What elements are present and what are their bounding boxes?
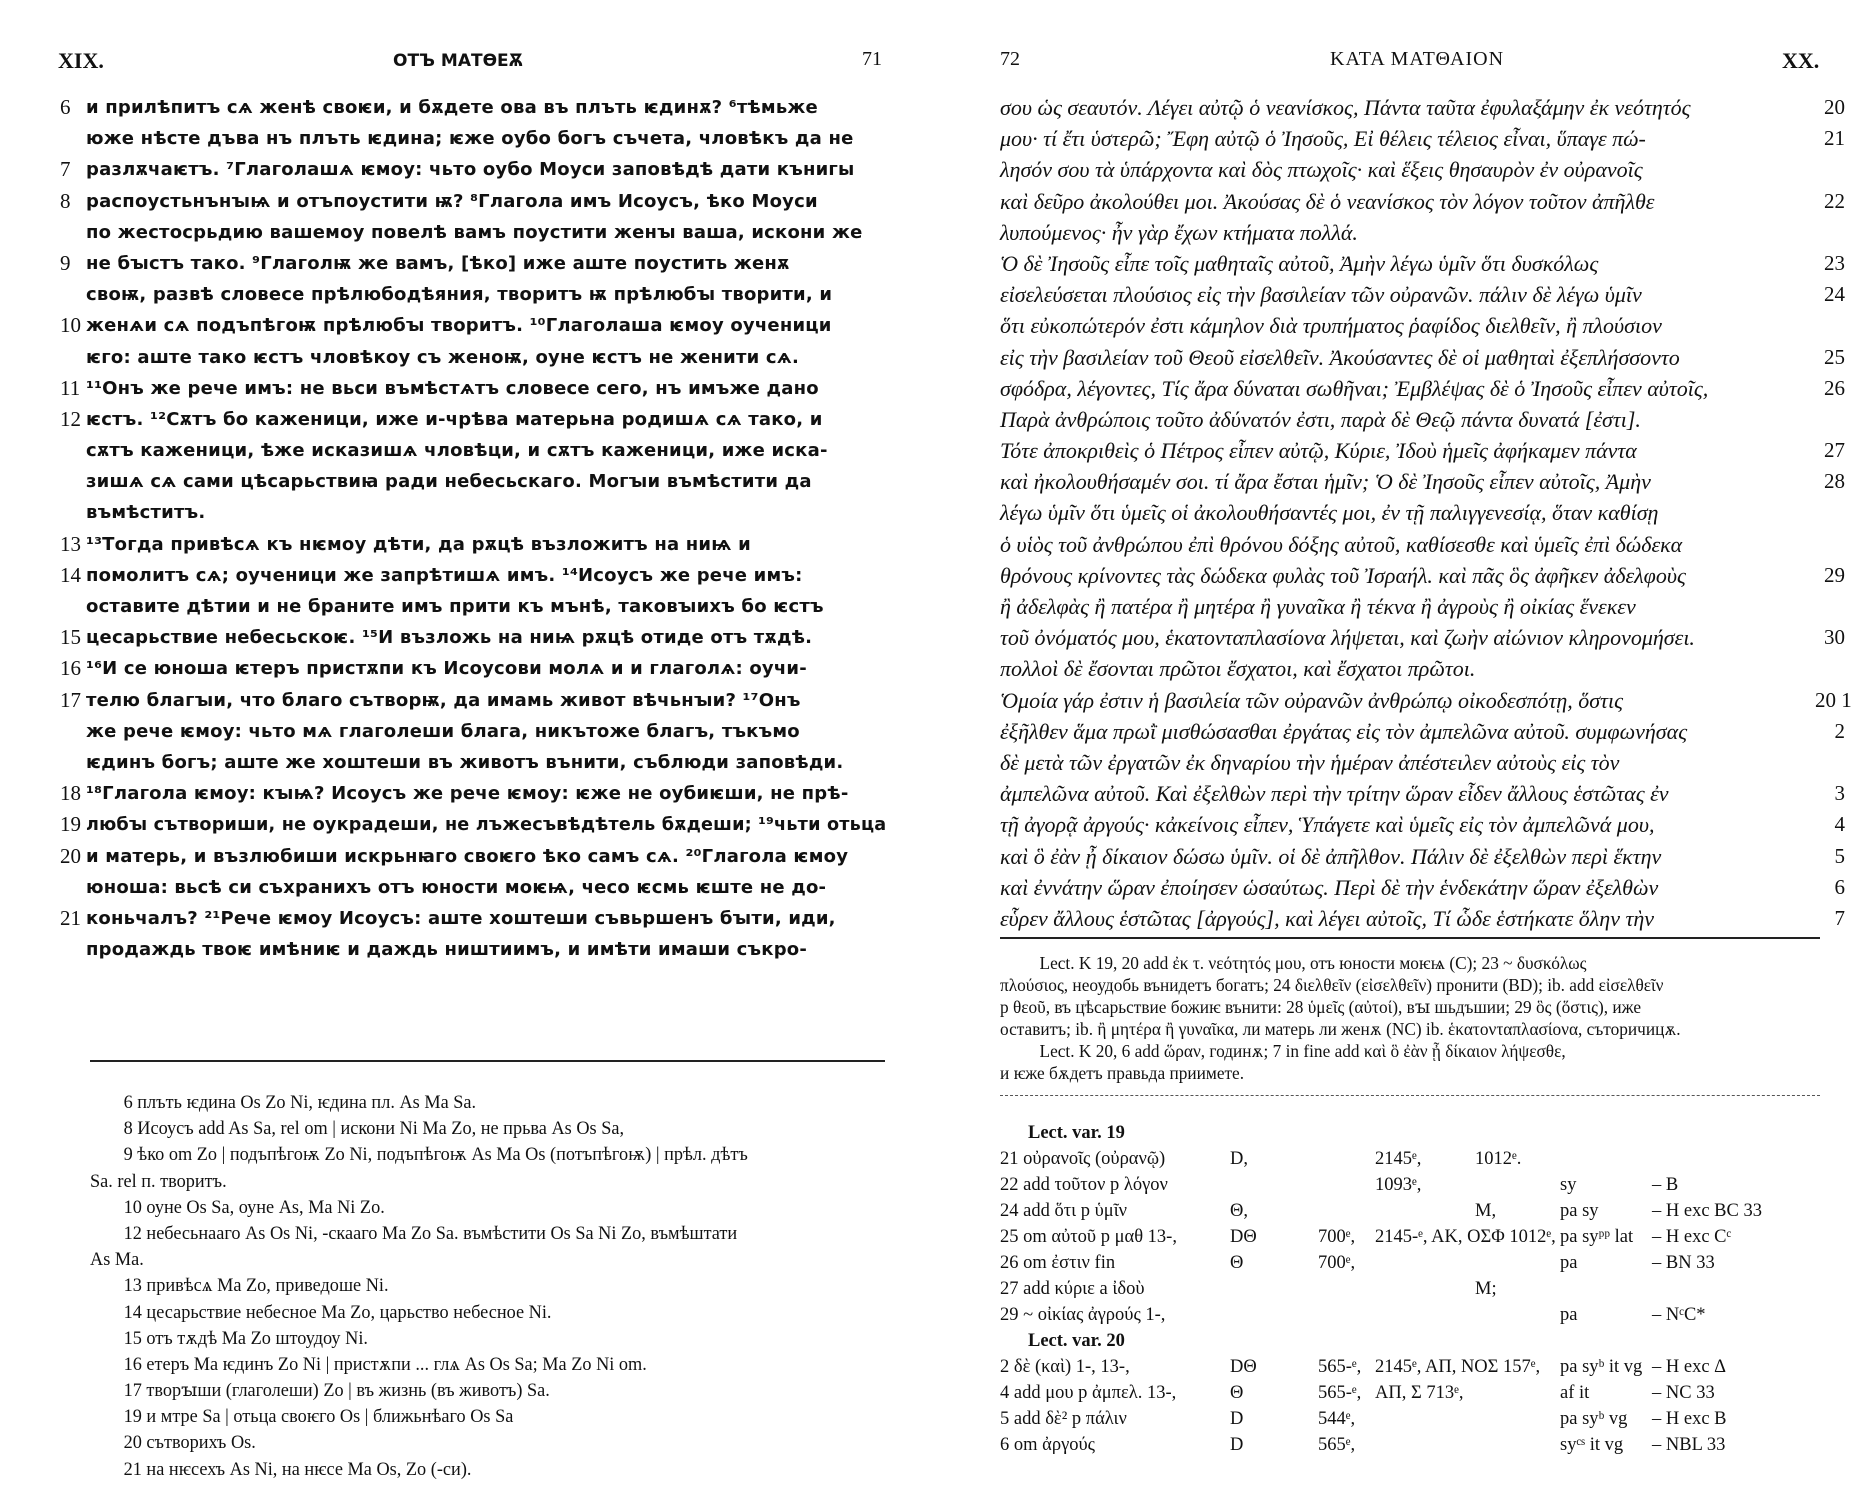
variant-ms: Θ, — [1230, 1201, 1248, 1221]
variant-minus: 565ᵉ, — [1318, 1435, 1356, 1455]
text-line — [60, 92, 890, 123]
apparatus-entry: 8 Исоусъ add As Sa, rel om | искони Ni Ma Zo, не прьва As Os Sa, — [123, 1119, 625, 1140]
variant-row — [1000, 1198, 1840, 1224]
line-text: телю благꙑи, что благо сътворѭ, да имамь живот вѣчьнꙑи? ¹⁷Онъ — [86, 689, 801, 711]
verse-number: 3 — [1834, 781, 1845, 806]
text-line — [60, 342, 890, 373]
text-line — [1000, 716, 1845, 747]
text-line — [60, 529, 890, 560]
verse-number: 12 — [60, 406, 81, 431]
apparatus-entry: 9 ѣко om Zo | подъпѣгоѭ Zo Ni, подъпѣгоѭ As Ma Os (потъпѣгоѭ) | прѣл. дѣтъ — [123, 1145, 748, 1166]
lectionary-note: и ѥже бѫдетъ правьда приимете. — [1000, 1063, 1245, 1083]
variant-ver: pa sy — [1560, 1201, 1599, 1221]
line-text: оставите дѣтии и не браните имъ прити къ мънѣ, таковꙑихъ бо ѥстъ — [86, 596, 824, 617]
text-line — [60, 685, 890, 716]
variant-row — [1000, 1380, 1840, 1406]
text-line — [60, 841, 890, 872]
variant-fam: AΠ, Σ 713ᵉ, — [1375, 1383, 1464, 1403]
verse-number: 24 — [1824, 282, 1845, 307]
variant-ver: pa syᵇ vg — [1560, 1409, 1628, 1429]
text-line — [60, 279, 890, 310]
text-line — [1000, 653, 1845, 684]
variant-minus: 700ᵉ, — [1318, 1253, 1356, 1273]
text-line — [1000, 497, 1845, 528]
lectionary-notes — [1000, 952, 1840, 1084]
variant-witness: – B — [1652, 1175, 1679, 1195]
text-line — [1000, 404, 1845, 435]
variant-ref: 5 add δὲ² p πάλιν — [1000, 1409, 1127, 1429]
verse-number: 2 — [1834, 718, 1845, 743]
text-line — [60, 248, 890, 279]
text-line — [1000, 560, 1845, 591]
variant-row — [1000, 1276, 1840, 1302]
text-line — [1000, 342, 1845, 373]
line-text: μου· τί ἔτι ὑστερῶ; Ἔφη αὐτῷ ὁ Ἰησοῦς, Εἰ θέλεις τέλειος εἶναι, ὕπαγε πώ- — [1000, 126, 1646, 152]
right-page-number: 72 — [1000, 48, 1020, 70]
variant-ver: syᶜˢ it vg — [1560, 1435, 1624, 1455]
variant-ref: 6 om ἀργούς — [1000, 1435, 1095, 1455]
apparatus-entry: 21 на нѥсехъ As Ni, на нѥсе Ma Os, Zo (-си). — [123, 1459, 472, 1480]
variant-witness: – NC 33 — [1652, 1383, 1715, 1403]
verse-number: 22 — [1824, 188, 1845, 213]
apparatus-entry: 12 небесьнааго As Os Ni, -скааго Ma Zo Sa. въмѣстити Os Sa Ni Zo, въмѣштати — [123, 1223, 738, 1244]
variant-ref: 26 om ἐστιν fin — [1000, 1253, 1116, 1273]
right-running-head — [1000, 48, 1840, 78]
line-text: любꙑ сътвориши, не оукрадеши, не лъжесъвѣдѣтель бѫдеши; ¹⁹чьти отьца — [86, 814, 887, 836]
verse-number: 28 — [1824, 469, 1845, 494]
line-text: εἰσελεύσεται πλούσιος εἰς τὴν βασιλείαν τῶν οὐρανῶν. πάλιν δὲ λέγω ὑμῖν — [1000, 282, 1642, 308]
apparatus-entry: 20 сътворихъ Os. — [123, 1433, 256, 1454]
text-line — [60, 404, 890, 435]
verse-number: 9 — [60, 250, 71, 275]
text-line — [1000, 872, 1845, 903]
verse-number: 13 — [60, 531, 81, 556]
apparatus-entry: 14 цесарьствие небесное Ma Zo, царьство небесное Ni. — [123, 1302, 552, 1323]
variant-ms: Θ — [1230, 1383, 1244, 1403]
verse-number: 20 — [60, 843, 81, 868]
variant-ref: 29 ~ οἰκίας ἀγρούς 1-, — [1000, 1305, 1166, 1325]
text-line — [60, 560, 890, 591]
lectionary-note: Lect. K 20, 6 add ὥραν, годинѫ; 7 in fine add καὶ ὃ ἐὰν ᾖ δίκαιον λήψεσθε, — [1039, 1041, 1566, 1061]
greek-text-block — [1000, 92, 1852, 934]
variant-fam: 2145ᵉ, AΠ, ΝΟΣ 157ᵉ, — [1375, 1357, 1541, 1377]
variant-ms: D — [1230, 1409, 1244, 1429]
line-text: σου ὡς σεαυτόν. Λέγει αὐτῷ ὁ νεανίσκος, Πάντα ταῦτα ἐφυλαξάμην ἐκ νεότητός — [1000, 95, 1691, 120]
line-text: въмѣститъ. — [86, 502, 206, 524]
verse-number: 26 — [1824, 375, 1845, 400]
verse-number: 27 — [1824, 438, 1845, 463]
line-text: зишѧ сѧ сами цѣсарьствиꙗ ради небесьскаго. Могꙑи въмѣстити да — [86, 471, 812, 493]
text-line — [1000, 310, 1845, 341]
variant-witness: – NBL 33 — [1652, 1435, 1726, 1455]
variant-witness: – H exc BC 33 — [1652, 1201, 1762, 1221]
line-text: ἐξῆλθεν ἅμα πρωῒ μισθώσασθαι ἐργάτας εἰς τὸν ἀμπελῶνα αὐτοῦ. συμφωνήσας — [1000, 718, 1688, 744]
line-text: ѥго: аште тако ѥстъ чловѣкоу съ женоѭ, оуне ѥстъ не женити сѧ. — [86, 346, 799, 368]
verse-number: 20 1 — [1815, 687, 1852, 712]
apparatus-entry: 15 отъ тѫдѣ Ma Zo штоудоу Ni. — [123, 1328, 368, 1349]
left-footnote-divider — [90, 1060, 885, 1062]
text-line — [1000, 778, 1845, 809]
right-chapter-number: XX. — [1782, 48, 1820, 73]
variant-witness: – BN 33 — [1652, 1253, 1715, 1273]
text-line — [1000, 903, 1845, 934]
text-line — [60, 653, 890, 684]
right-footnote-divider — [1000, 937, 1820, 939]
variant-heading-19: Lect. var. 19 — [1028, 1123, 1125, 1143]
variant-ref: 4 add μου p ἀμπελ. 13-, — [1000, 1383, 1177, 1403]
line-text: λυπούμενος· ἦν γὰρ ἔχων κτήματα πολλά. — [1000, 219, 1358, 245]
text-line — [1000, 92, 1845, 123]
text-line — [1000, 217, 1845, 248]
variant-ver: pa syᵖᵖ lat — [1560, 1227, 1634, 1247]
left-page-number: 71 — [862, 48, 882, 70]
text-line — [60, 217, 890, 248]
text-line — [1000, 279, 1845, 310]
line-text: и матерь, и възлюбиши искрьнꙗго своѥго ѣко самъ сѧ. ²⁰Глагола ѥмоу — [86, 845, 849, 867]
text-line — [60, 435, 890, 466]
variant-ms: DΘ — [1230, 1227, 1257, 1247]
variant-ref: 27 add κύριε a ἰδοὺ — [1000, 1279, 1145, 1299]
verse-number: 17 — [60, 687, 81, 712]
line-text: ¹³Тогда привѣсѧ къ нѥмоу дѣти, да рѫцѣ възложитъ на ниѩ и — [86, 533, 751, 555]
left-running-head — [58, 48, 882, 78]
line-text: разлѫчаѥтъ. ⁷Глаголашѧ ѥмоу: чьто оубо Моуси заповѣдѣ дати кънигы — [86, 159, 855, 181]
text-line — [1000, 591, 1845, 622]
line-text: καὶ ἠκολουθήσαμέν σοι. τί ἄρα ἔσται ἡμῖν; Ὁ δὲ Ἰησοῦς εἶπεν αὐτοῖς, Ἀμὴν — [1000, 469, 1651, 495]
verse-number: 10 — [60, 313, 81, 338]
line-text: καὶ ἐννάτην ὥραν ἐποίησεν ὡσαύτως. Περὶ δὲ τὴν ἑνδεκάτην ὥραν ἐξελθὼν — [1000, 874, 1659, 900]
verse-number: 16 — [60, 656, 81, 681]
line-text: πολλοὶ δὲ ἔσονται πρῶτοι ἔσχατοι, καὶ ἔσχατοι πρῶτοι. — [1000, 656, 1476, 682]
variant-ref: 24 add ὅτι p ὑμῖν — [1000, 1201, 1128, 1221]
variant-witness: – H exc Cᶜ — [1652, 1227, 1732, 1247]
text-line — [60, 622, 890, 653]
verse-number: 21 — [1824, 126, 1845, 151]
line-text: Ὁ δὲ Ἰησοῦς εἶπε τοῖς μαθηταῖς αὐτοῦ, Ἀμὴν λέγω ὑμῖν ὅτι δυσκόλως — [1000, 250, 1599, 276]
verse-number: 6 — [1834, 874, 1845, 899]
variant-row — [1000, 1146, 1840, 1172]
text-line — [60, 872, 890, 903]
apparatus-entry: 19 и мтре Sa | отьца своѥго Os | ближьнѣаго Os Sa — [123, 1407, 514, 1428]
text-line — [60, 497, 890, 528]
line-text: θρόνους κρίνοντες τὰς δώδεκα φυλὰς τοῦ Ἰσραήλ. καὶ πᾶς ὃς ἀφῆκεν ἀδελφοὺς — [1000, 562, 1686, 588]
text-line — [1000, 529, 1845, 560]
line-text: женѧи сѧ подъпѣгоѭ прѣлюбꙑ творитъ. ¹⁰Глаголаша ѥмоу оученици — [86, 315, 832, 337]
right-page-title: ΚΑΤΑ ΜΑΤΘΑΙΟΝ — [1330, 48, 1505, 70]
verse-number: 15 — [60, 625, 81, 650]
variant-row — [1000, 1354, 1840, 1380]
line-text: καὶ ὃ ἐὰν ᾖ δίκαιον δώσω ὑμῖν. οἱ δὲ ἀπῆλθον. Πάλιν δὲ ἐξελθὼν περὶ ἕκτην — [1000, 843, 1662, 869]
text-line — [1000, 747, 1845, 778]
line-text: юноша: вьсѣ си съхранихъ отъ юности моѥѩ, чесо ѥсмь ѥште не до- — [86, 876, 827, 898]
verse-number: 6 — [60, 95, 71, 119]
apparatus-entry: As Ma. — [90, 1250, 144, 1271]
variant-minus: 565-ᵉ, — [1318, 1383, 1362, 1403]
text-line — [60, 154, 890, 185]
line-text: цесарьствие небесьскоѥ. ¹⁵И възложь на ниѩ рѫцѣ отиде отъ тѫдѣ. — [86, 627, 813, 649]
text-line — [1000, 123, 1845, 154]
variant-row — [1000, 1172, 1840, 1198]
variant-ms: D, — [1230, 1149, 1248, 1169]
line-text: помолитъ сѧ; оученици же запрѣтишѧ имъ. ¹⁴Исоусъ же рече имъ: — [86, 564, 803, 586]
line-text: же рече ѥмоу: чьто мѧ глаголеши блага, никътоже благъ, тъкъмо — [86, 720, 800, 742]
apparatus-entry: Sa. rel п. творитъ. — [90, 1171, 227, 1192]
slavonic-text-block — [60, 92, 890, 965]
verse-number: 21 — [60, 905, 81, 930]
left-chapter-number: XIX. — [58, 48, 104, 73]
text-line — [60, 716, 890, 747]
line-text: εὗρεν ἄλλους ἑστῶτας [ἀργούς], καὶ λέγει αὐτοῖς, Τί ὧδε ἑστήκατε ὅλην τὴν — [1000, 905, 1655, 931]
verse-number: 7 — [60, 157, 71, 182]
variant-ver: pa — [1560, 1305, 1578, 1325]
text-line — [1000, 435, 1845, 466]
variant-ms: Θ — [1230, 1253, 1244, 1273]
variant-fam: 2145-ᵉ, AK, ΟΣΦ 1012ᵉ, — [1375, 1227, 1556, 1247]
apparatus-entry: 13 привѣсѧ Ma Zo, приведоше Ni. — [123, 1276, 389, 1297]
line-text: сѫтъ каженици, ѣже исказишѧ чловѣци, и сѫтъ каженици, иже иска- — [86, 440, 828, 462]
variant-fam: 2145ᵉ, — [1375, 1149, 1422, 1169]
line-text: ¹¹Онъ же рече имъ: не вьси въмѣстѧтъ словесе сего, нъ имъже дано — [86, 377, 819, 399]
line-text: ἀμπελῶνα αὐτοῦ. Καὶ ἐξελθὼν περὶ τὴν τρίτην ὥραν εἶδεν ἄλλους ἑστῶτας ἐν — [1000, 781, 1669, 807]
variant-ms: DΘ — [1230, 1357, 1257, 1377]
line-text: λησόν σου τὰ ὑπάρχοντα καὶ δὸς πτωχοῖς· καὶ ἕξεις θησαυρὸν ἐν οὐρανοῖς — [1000, 157, 1643, 183]
text-line — [60, 186, 890, 217]
text-line — [60, 778, 890, 809]
variant-minus: 565-ᵉ, — [1318, 1357, 1362, 1377]
right-notes-divider — [1000, 1095, 1820, 1096]
verse-number: 11 — [60, 375, 81, 400]
text-line — [60, 809, 890, 840]
line-text: ¹⁶И се юноша ѥтеръ пристѫпи къ Исоусови молѧ и и глаголѧ: оучи- — [86, 658, 807, 680]
line-text: δὲ μετὰ τῶν ἐργατῶν ἐκ δηναρίου τὴν ἡμέραν ἀπέστειλεν αὐτοὺς εἰς τὸν — [1000, 749, 1620, 775]
line-text: по жестосрьдию вашемоу повелѣ вамъ поустити женꙑ ваша, искони же — [86, 221, 863, 243]
variant-row — [1000, 1250, 1840, 1276]
variant-table-20 — [1000, 1354, 1840, 1458]
text-line — [60, 310, 890, 341]
variant-lect: M; — [1475, 1279, 1497, 1299]
verse-number: 5 — [1834, 843, 1845, 868]
verse-number: 4 — [1834, 812, 1845, 837]
variant-witness: – H exc Δ — [1652, 1357, 1727, 1377]
line-text: юже нѣсте дъва нъ плъть ѥдина; ѥже оубо богъ съчета, чловѣкъ да не — [86, 128, 854, 150]
variant-fam: 1093ᵉ, — [1375, 1175, 1422, 1195]
line-text: ѥстъ. ¹²Сѫтъ бо каженици, иже и-чрѣва матерьна родишѧ сѧ тако, и — [86, 408, 823, 430]
lectionary-note: оставитъ; ib. ἢ μητέρα ἢ γυναῖκα, ли матерь ли женѫ (NC) ib. ἑκατονταπλασίονα, съторичицѫ. — [1000, 1019, 1681, 1039]
line-text: τῇ ἀγορᾷ ἀργούς· κἀκείνοις εἶπεν, Ὑπάγετε καὶ ὑμεῖς εἰς τὸν ἀμπελῶνά μου, — [1000, 812, 1655, 838]
apparatus-entry: 6 плъть ѥдина Os Zo Ni, ѥдина пл. As Ma Sa. — [123, 1093, 477, 1113]
left-page-title: ОТЪ МАТѲЕѪ — [393, 51, 524, 71]
line-text: не бꙑстъ тако. ⁹Глаголѭ же вамъ, [ѣко] иже аште поустить женѫ — [86, 252, 790, 274]
text-line — [1000, 622, 1845, 653]
text-line — [60, 123, 890, 154]
verse-number: 25 — [1824, 344, 1845, 369]
variant-ref: 25 om αὐτοῦ p μαθ 13-, — [1000, 1227, 1177, 1247]
variant-witness: – NᶜC* — [1652, 1305, 1706, 1325]
verse-number: 23 — [1824, 250, 1845, 275]
text-line — [1000, 685, 1852, 716]
variant-row — [1000, 1302, 1840, 1328]
variant-ver: pa — [1560, 1253, 1578, 1273]
variant-ms: D — [1230, 1435, 1244, 1455]
line-text: ὅτι εὐκοπώτερόν ἐστι κάμηλον διὰ τρυπήματος ῥαφίδος διελθεῖν, ἢ πλούσιον — [1000, 313, 1662, 339]
variant-ver: pa syᵇ it vg — [1560, 1357, 1643, 1377]
variant-ver: af it — [1560, 1383, 1590, 1403]
verse-number: 14 — [60, 562, 81, 587]
line-text: τοῦ ὀνόματός μου, ἑκατονταπλασίονα λήψεται, καὶ ζωὴν αἰώνιον κληρονομήσει. — [1000, 625, 1695, 651]
variant-row — [1000, 1406, 1840, 1432]
text-line — [60, 466, 890, 497]
verse-number: 19 — [60, 812, 81, 837]
text-line — [1000, 248, 1845, 279]
verse-number: 18 — [60, 781, 81, 806]
variant-ver: sy — [1560, 1175, 1577, 1195]
verse-number: 7 — [1834, 905, 1845, 930]
text-line — [1000, 809, 1845, 840]
text-line — [1000, 466, 1845, 497]
slavonic-apparatus — [90, 1090, 890, 1483]
variant-minus: 700ᵉ, — [1318, 1227, 1356, 1247]
line-text: καὶ δεῦρο ἀκολούθει μοι. Ἀκούσας δὲ ὁ νεανίσκος τὸν λόγον τοῦτον ἀπῆλθε — [1000, 188, 1655, 214]
line-text: коньчалъ? ²¹Рече ѥмоу Исоусъ: аште хоштеши съвьршенъ бꙑти, иди, — [86, 907, 836, 929]
variant-ref: 2 δὲ (καὶ) 1-, 13-, — [1000, 1357, 1130, 1377]
verse-number: 30 — [1824, 625, 1845, 650]
text-line — [1000, 154, 1845, 185]
verse-number: 20 — [1824, 95, 1845, 119]
apparatus-entry: 10 оуне Os Sa, оуне As, Ma Ni Zo. — [123, 1197, 385, 1218]
line-text: εἰς τὴν βασιλείαν τοῦ Θεοῦ εἰσελθεῖν. Ἀκούσαντες δὲ οἱ μαθηταὶ ἐξεπλήσσοντο — [1000, 344, 1680, 370]
lectionary-note: Lect. K 19, 20 add ἐκ τ. νεότητός μου, отъ юности моѥѩ (C); 23 ~ δυσκόλως — [1039, 953, 1587, 973]
text-line — [60, 934, 890, 965]
line-text: распоустьнънꙑѩ и отъпоустити ѭ? ⁸Глагола имъ Исоусъ, ѣко Моуси — [86, 190, 818, 212]
line-text: λέγω ὑμῖν ὅτι ὑμεῖς οἱ ἀκολουθήσαντές μοι, ἐν τῇ παλιγγενεσίᾳ, ὅταν καθίσῃ — [1000, 500, 1659, 526]
variant-table-19 — [1000, 1146, 1840, 1328]
variant-lect: M, — [1475, 1201, 1497, 1221]
line-text: Ὁμοία γάρ ἐστιν ἡ βασιλεία τῶν οὐρανῶν ἀνθρώπῳ οἰκοδεσπότῃ, ὅστις — [1000, 687, 1624, 713]
apparatus-entry: 17 творꙑши (глаголеши) Zo | въ жизнь (въ животъ) Sa. — [123, 1381, 550, 1402]
right-page — [960, 0, 1872, 1500]
text-line — [60, 591, 890, 622]
line-text: Τότε ἀποκριθεὶς ὁ Πέτρος εἶπεν αὐτῷ, Κύριε, Ἰδοὺ ἡμεῖς ἀφήκαμεν πάντα — [1000, 438, 1637, 464]
variant-row — [1000, 1224, 1840, 1250]
line-text: продаждь твоѥ имѣниѥ и даждь ништиимъ, и имѣти имаши съкро- — [86, 939, 808, 961]
line-text: σφόδρα, λέγοντες, Τίς ἄρα δύναται σωθῆναι; Ἐμβλέψας δὲ ὁ Ἰησοῦς εἶπεν αὐτοῖς, — [1000, 375, 1709, 401]
apparatus-entry: 16 етеръ Ma ѥдинъ Zo Ni | пристѫпи ... глѧ As Os Sa; Ma Zo Ni om. — [123, 1354, 647, 1375]
variant-ref: 22 add τοῦτον p λόγον — [1000, 1175, 1168, 1195]
lectionary-note: πλούσιος, неоудобь вънидетъ богатъ; 24 διελθεῖν (εἰσελθεῖν) пронити (BD); ib. add εἰσελθεῖν — [1000, 975, 1664, 995]
line-text: ὁ υἱὸς τοῦ ἀνθρώπου ἐπὶ θρόνου δόξης αὐτοῦ, καθίσεσθε καὶ ὑμεῖς ἐπὶ δώδεκα — [1000, 531, 1683, 557]
line-text: и прилѣпитъ сѧ женѣ своѥи, и бѫдете ова въ плъть ѥдинѫ? ⁶тѣмьже — [86, 97, 818, 118]
variant-minus: 544ᵉ, — [1318, 1409, 1356, 1429]
text-line — [1000, 373, 1845, 404]
line-text: своѭ, развѣ словесе прѣлюбодѣяния, творитъ ѭ прѣлюбꙑ творити, и — [86, 284, 833, 306]
verse-number: 29 — [1824, 562, 1845, 587]
text-line — [60, 747, 890, 778]
line-text: ѥдинъ богъ; аште же хоштеши въ животъ вънити, съблюди заповѣди. — [86, 751, 844, 773]
variant-row — [1000, 1432, 1840, 1458]
text-line — [1000, 186, 1845, 217]
variant-heading-20: Lect. var. 20 — [1028, 1331, 1125, 1351]
line-text: Παρὰ ἀνθρώποις τοῦτο ἀδύνατόν ἐστι, παρὰ δὲ Θεῷ πάντα δυνατά [ἐστι]. — [1000, 406, 1641, 432]
line-text: ἢ ἀδελφὰς ἢ πατέρα ἢ μητέρα ἢ γυναῖκα ἢ τέκνα ἢ ἀγροὺς ἢ οἰκίας ἕνεκεν — [1000, 594, 1636, 619]
text-line — [60, 903, 890, 934]
verse-number: 8 — [60, 188, 71, 213]
lectionary-note: p θεοῦ, въ цѣсарьствие божиѥ вънити: 28 ὑμεῖς (αὐτοί), вꙑ шьдъшии; 29 ὃς (ὅστις), иже — [1000, 997, 1642, 1017]
variant-ref: 21 οὐρανοῖς (οὐρανῷ) — [1000, 1149, 1166, 1169]
text-line — [1000, 841, 1845, 872]
text-line — [60, 373, 890, 404]
variant-witness: – H exc B — [1652, 1409, 1727, 1429]
line-text: ¹⁸Глагола ѥмоу: кꙑѩ? Исоусъ же рече ѥмоу: ѥже не оубиѥши, не прѣ- — [86, 783, 849, 805]
variant-lect: 1012ᵉ. — [1475, 1149, 1522, 1169]
